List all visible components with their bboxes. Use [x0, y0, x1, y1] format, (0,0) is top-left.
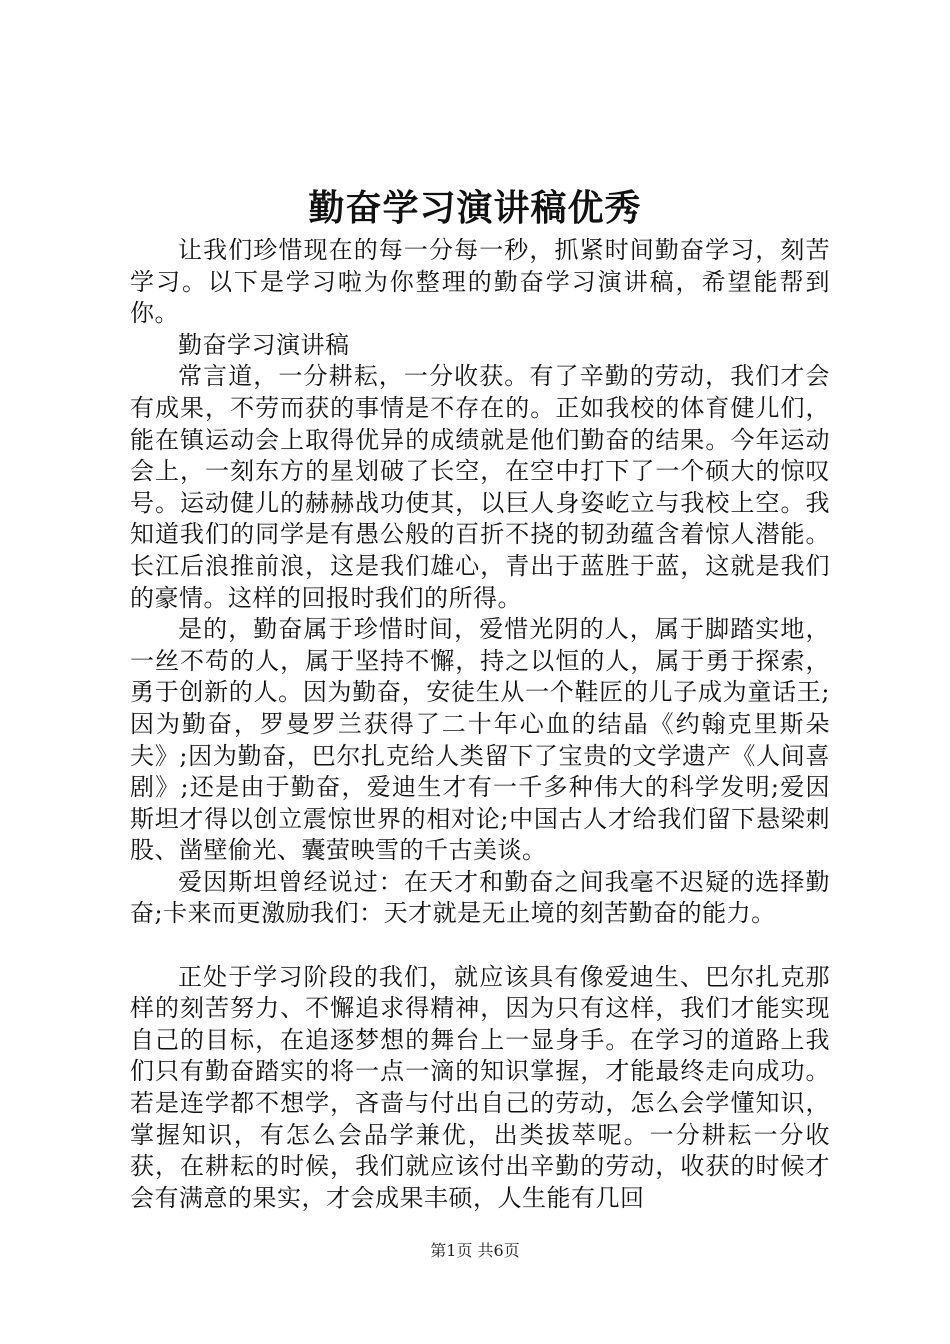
- document-title: 勤奋学习演讲稿优秀: [308, 187, 642, 229]
- paragraph-intro: 让我们珍惜现在的每一分每一秒，抓紧时间勤奋学习，刻苦学习。以下是学习啦为你整理的勤奋学习演讲稿，希望能帮到你。: [130, 236, 830, 328]
- paragraph-4: 正处于学习阶段的我们，就应该具有像爱迪生、巴尔扎克那样的刻苦努力、不懈追求得精神，因为只有这样，我们才能实现自己的目标，在追逐梦想的舞台上一显身手。在学习的道路上我们只有勤奋踏实的将一点一滴的知识掌握，才能最终走向成功。若是连学都不想学，吝啬与付出自己的劳动，怎么会学懂知识，掌握知识，有怎么会品学兼优，出类拔萃呢。一分耕耘一分收获，在耕耘的时候，我们就应该付出辛勤的劳动，收获的时候才会有满意的果实，才会成果丰硕，人生能有几回: [130, 962, 830, 1212]
- page-footer: 第1页 共6页: [430, 1241, 520, 1260]
- paragraph-3: 爱因斯坦曾经说过：在天才和勤奋之间我毫不迟疑的选择勤奋;卡来而更激励我们：天才就是无止境的刻苦勤奋的能力。: [130, 867, 830, 928]
- paragraph-2: 是的，勤奋属于珍惜时间，爱惜光阴的人，属于脚踏实地，一丝不苟的人，属于坚持不懈，持之以恒的人，属于勇于探索，勇于创新的人。因为勤奋，安徒生从一个鞋匠的儿子成为童话王;因为勤奋，罗曼罗兰获得了二十年心血的结晶《约翰克里斯朵夫》;因为勤奋，巴尔扎克给人类留下了宝贵的文学遗产《人间喜剧》;还是由于勤奋，爱迪生才有一千多种伟大的科学发明;爱因斯坦才得以创立震惊世界的相对论;中国古人才给我们留下悬梁刺股、凿壁偷光、囊萤映雪的千古美谈。: [130, 615, 830, 865]
- paragraph-1: 常言道，一分耕耘，一分收获。有了辛勤的劳动，我们才会有成果，不劳而获的事情是不存在的。正如我校的体育健儿们，能在镇运动会上取得优异的成绩就是他们勤奋的结果。今年运动会上，一刻东方的星划破了长空，在空中打下了一个硕大的惊叹号。运动健儿的赫赫战功使其，以巨人身姿屹立与我校上空。我知道我们的同学是有愚公般的百折不挠的韧劲蕴含着惊人潜能。长江后浪推前浪，这是我们雄心，青出于蓝胜于蓝，这就是我们的豪情。这样的回报时我们的所得。: [130, 362, 830, 612]
- section-heading: 勤奋学习演讲稿: [178, 330, 350, 359]
- document-body: [130, 235, 830, 1214]
- paragraph-spacer: [130, 930, 830, 962]
